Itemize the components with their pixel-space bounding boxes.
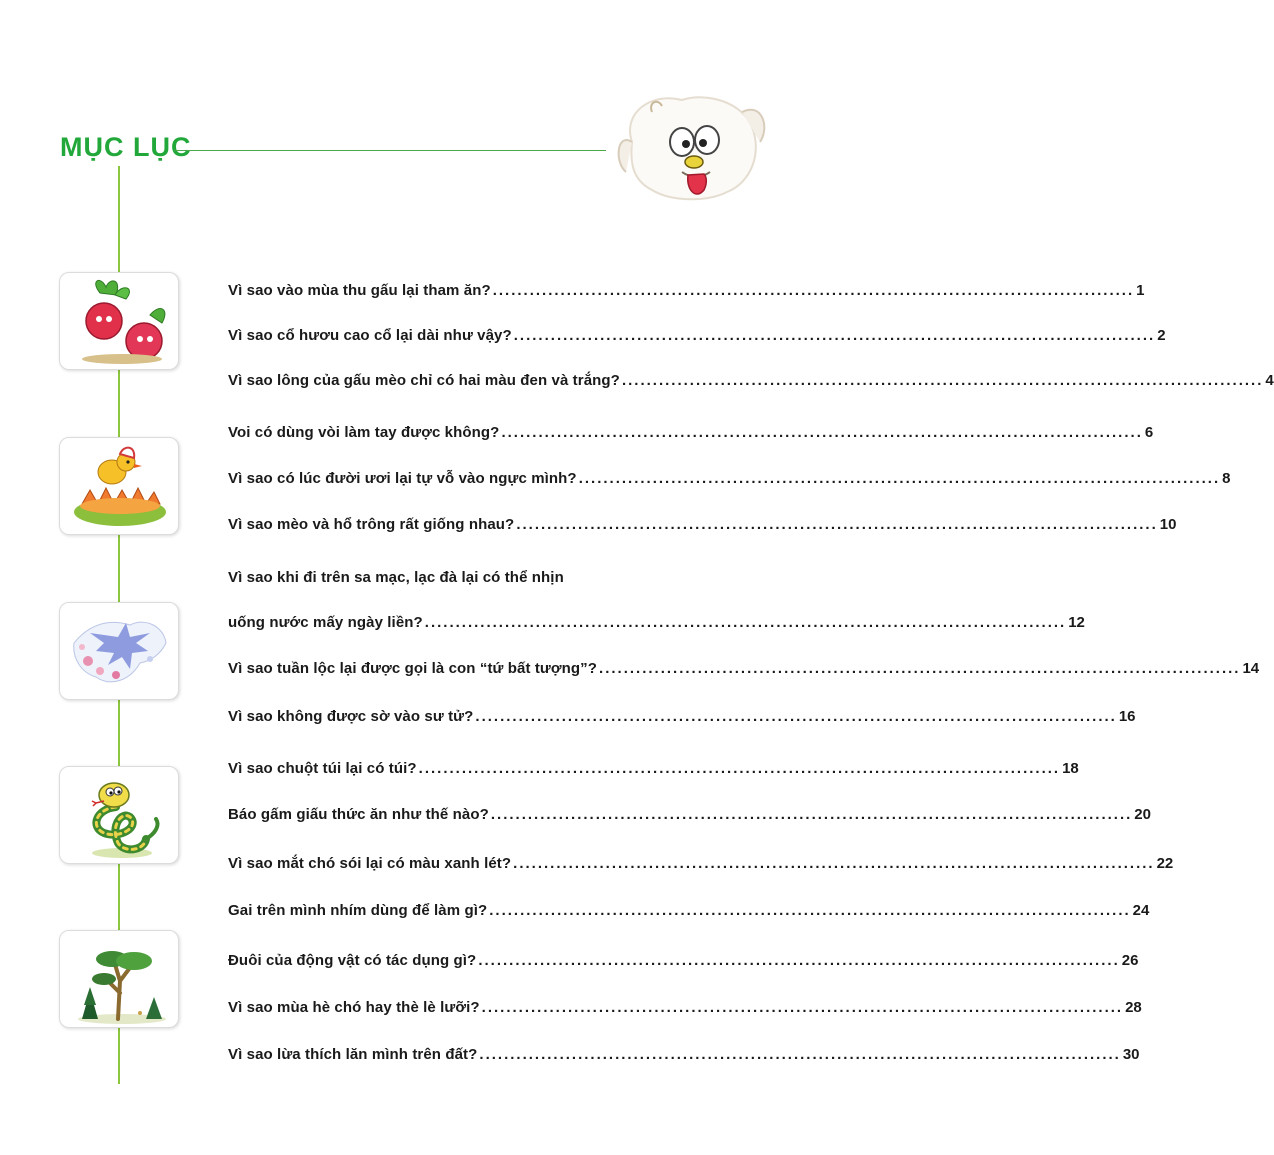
tree-icon bbox=[59, 930, 179, 1028]
dog-mascot-icon bbox=[612, 72, 772, 212]
toc-entry-title: Vì sao khi đi trên sa mạc, lạc đà lại có thể nhịn bbox=[228, 569, 564, 586]
toc-leader: ........................................................................................................ bbox=[490, 806, 1133, 823]
toc-entry-title: Voi có dùng vòi làm tay được không? bbox=[228, 424, 500, 441]
toc-entry-title: Vì sao có lúc đười ươi lại tự vỗ vào ngực mình? bbox=[228, 470, 577, 487]
toc-entry-page: 8 bbox=[1222, 470, 1231, 487]
toc-entry-title: Đuôi của động vật có tác dụng gì? bbox=[228, 952, 477, 969]
toc-entry-page: 10 bbox=[1159, 516, 1177, 533]
toc-entry[interactable] bbox=[228, 327, 1166, 357]
toc-entry-title: Vì sao mắt chó sói lại có màu xanh lét? bbox=[228, 855, 512, 872]
toc-entry-title: Vì sao cổ hươu cao cổ lại dài như vậy? bbox=[228, 327, 512, 344]
toc-entry-page: 24 bbox=[1132, 902, 1150, 919]
toc-entry-page: 1 bbox=[1136, 282, 1145, 299]
toc-leader: ........................................................................................................ bbox=[516, 516, 1158, 533]
toc-entry[interactable] bbox=[228, 708, 1136, 738]
toc-entry[interactable] bbox=[228, 372, 1274, 402]
toc-leader: ........................................................................................................ bbox=[599, 660, 1241, 677]
toc-entry-title: Vì sao vào mùa thu gấu lại tham ăn? bbox=[228, 282, 491, 299]
toc-entry-page: 6 bbox=[1144, 424, 1154, 441]
toc-entry-page: 18 bbox=[1062, 760, 1079, 777]
toc-entry-page: 30 bbox=[1122, 1046, 1140, 1063]
toc-entry[interactable] bbox=[228, 424, 1154, 454]
toc-leader: ........................................................................................................ bbox=[424, 614, 1067, 631]
toc-entry[interactable] bbox=[228, 569, 740, 599]
toc-leader: ........................................................................................................ bbox=[501, 424, 1143, 441]
toc-leader: ........................................................................................................ bbox=[513, 855, 1155, 872]
toc-entry[interactable] bbox=[228, 660, 1260, 690]
toc-entry-title: Vì sao lừa thích lăn mình trên đất? bbox=[228, 1046, 478, 1063]
title-rule bbox=[174, 150, 606, 151]
toc-entry[interactable] bbox=[228, 952, 1139, 982]
toc-entry-page: 26 bbox=[1121, 952, 1139, 969]
toc-entry-page: 20 bbox=[1134, 806, 1151, 823]
toc-entry[interactable] bbox=[228, 902, 1150, 932]
toc-leader: ........................................................................................................ bbox=[479, 1046, 1121, 1063]
toc-entry-title: Gai trên mình nhím dùng để làm gì? bbox=[228, 902, 488, 919]
toc-entry[interactable] bbox=[228, 806, 1151, 836]
snake-icon bbox=[59, 766, 179, 864]
toc-entry-title: Vì sao chuột túi lại có túi? bbox=[228, 760, 417, 777]
toc-entry-title: Vì sao mèo và hổ trông rất giống nhau? bbox=[228, 516, 515, 533]
radish-icon bbox=[59, 272, 179, 370]
toc-entry-page: 28 bbox=[1125, 999, 1142, 1016]
toc-entry-title: Vì sao không được sờ vào sư tử? bbox=[228, 708, 474, 725]
toc-leader: ........................................................................................................ bbox=[475, 708, 1117, 725]
page-title: MỤC LỤC bbox=[60, 132, 192, 162]
toc-entry[interactable] bbox=[228, 1046, 1140, 1076]
toc-entry-title: Báo gấm giấu thức ăn như thế nào? bbox=[228, 806, 489, 823]
chick-cake-icon bbox=[59, 437, 179, 535]
toc-entry[interactable] bbox=[228, 614, 1085, 644]
toc-entry-page: 12 bbox=[1068, 614, 1085, 631]
toc-entry[interactable] bbox=[228, 855, 1174, 885]
toc-entry-title: uống nước mấy ngày liền? bbox=[228, 614, 423, 631]
snowflake-icon bbox=[59, 602, 179, 700]
toc-entry[interactable] bbox=[228, 516, 1177, 546]
toc-entry[interactable] bbox=[228, 999, 1142, 1029]
toc-leader: ........................................................................................................ bbox=[578, 470, 1221, 487]
toc-leader: ........................................................................................................ bbox=[478, 952, 1120, 969]
toc-entry-page: 14 bbox=[1242, 660, 1260, 677]
toc-entry[interactable] bbox=[228, 760, 1079, 790]
toc-leader: ........................................................................................................ bbox=[489, 902, 1131, 919]
toc-leader: ........................................................................................................ bbox=[492, 282, 1135, 299]
toc-entry[interactable] bbox=[228, 470, 1231, 500]
toc-entry-page: 4 bbox=[1265, 372, 1274, 389]
toc-entry-title: Vì sao tuần lộc lại được gọi là con “tứ bất tượng”? bbox=[228, 660, 598, 677]
toc-leader: ........................................................................................................ bbox=[418, 760, 1061, 777]
toc-leader: ........................................................................................................ bbox=[621, 372, 1264, 389]
toc-entry-title: Vì sao lông của gấu mèo chỉ có hai màu đen và trắng? bbox=[228, 372, 620, 389]
toc-entry-page: 16 bbox=[1118, 708, 1136, 725]
toc-entry-page: 22 bbox=[1156, 855, 1174, 872]
toc-entry-title: Vì sao mùa hè chó hay thè lè lưỡi? bbox=[228, 999, 480, 1016]
toc-leader: ........................................................................................................ bbox=[513, 327, 1156, 344]
toc-entry-page: 2 bbox=[1157, 327, 1166, 344]
toc-entry[interactable] bbox=[228, 282, 1145, 312]
toc-leader: ........................................................................................................ bbox=[481, 999, 1124, 1016]
